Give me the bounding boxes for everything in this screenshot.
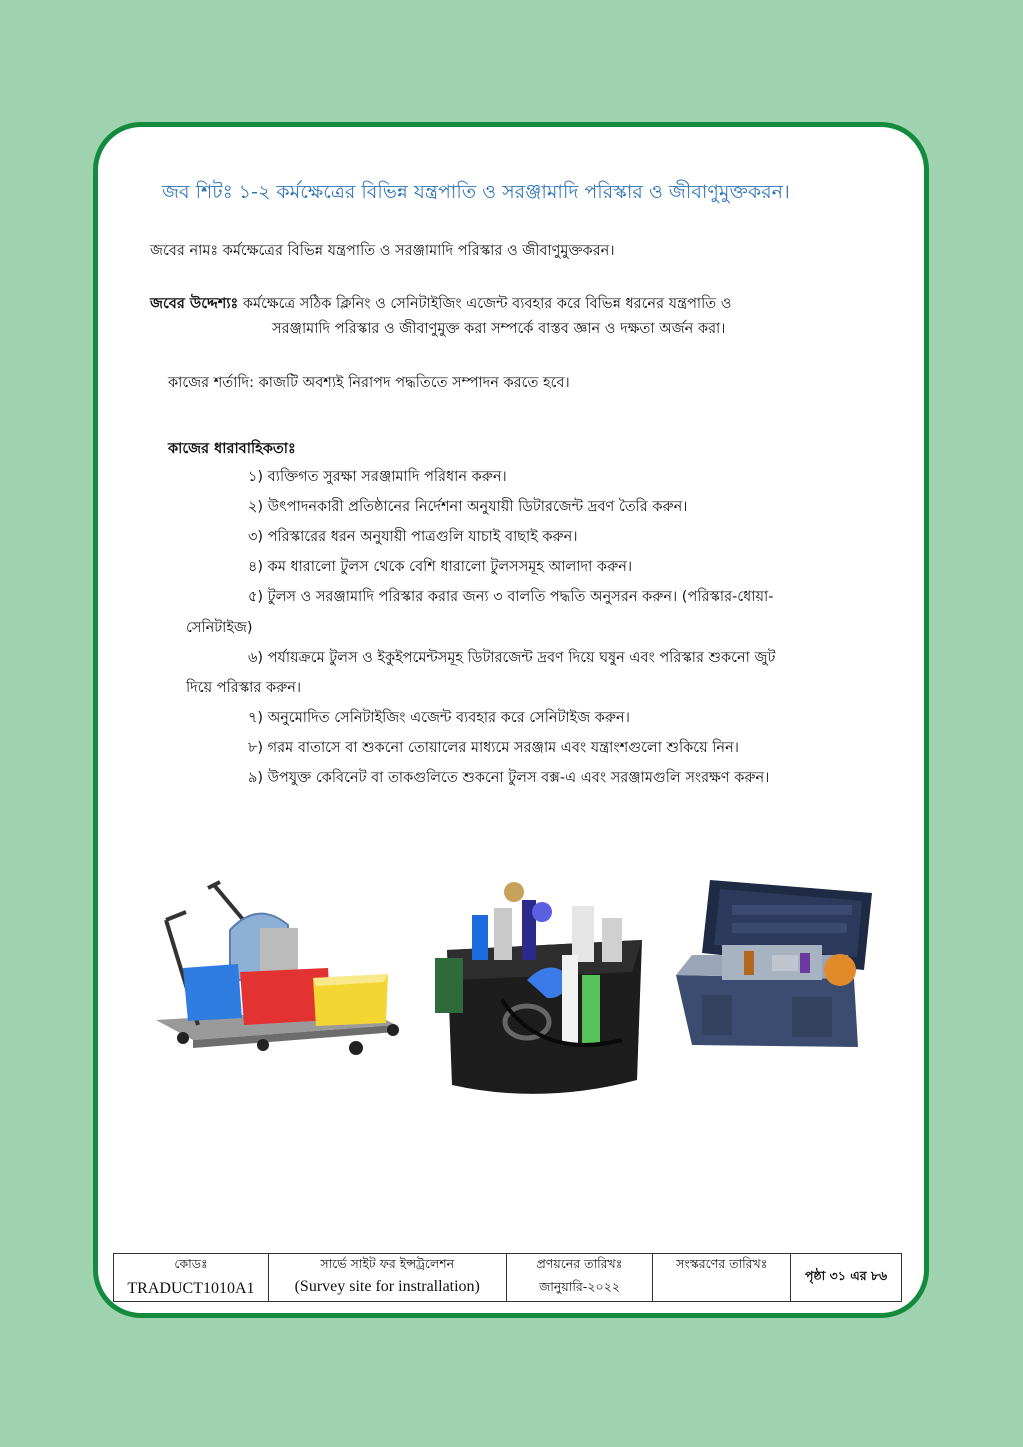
step-2: ২) উৎপাদনকারী প্রতিষ্ঠানের নির্দেশনা অনুযায়ী ডিটারজেন্ট দ্রবণ তৈরি করুন। <box>248 499 688 515</box>
footer-prep-label: প্রণয়নের তারিখঃ <box>536 1256 623 1271</box>
footer-course-cell <box>268 1254 506 1302</box>
sequence-heading: কাজের ধারাবাহিকতাঃ <box>168 441 296 457</box>
footer-course-bn: সার্ভে সাইট ফর ইন্সট্রলেশন <box>320 1256 455 1271</box>
footer-code-value: TRADUCT1010A1 <box>127 1280 255 1297</box>
job-name: জবের নামঃ কর্মক্ষেত্রের বিভিন্ন যন্ত্রপাতি ও সরঞ্জামাদি পরিস্কার ও জীবাণুমুক্তকরন। <box>150 243 615 259</box>
tool-bag-image <box>432 880 657 1102</box>
footer-page-cell <box>791 1254 902 1302</box>
objective-text-1: কর্মক্ষেত্রে সঠিক ক্লিনিং ও সেনিটাইজিং এজেন্ট ব্যবহার করে বিভিন্ন ধরনের যন্ত্রপাতি ও <box>242 296 732 312</box>
footer-code-label: কোডঃ <box>174 1256 208 1271</box>
step-4: ৪) কম ধারালো টুলস থেকে বেশি ধারালো টুলসসমূহ আলাদা করুন। <box>248 559 633 575</box>
tool-box-image <box>672 875 877 1055</box>
mop-bucket-trolley-image <box>148 880 403 1065</box>
footer-revision-cell <box>653 1254 791 1302</box>
work-conditions: কাজের শর্তাদি: কাজটি অবশ্যই নিরাপদ পদ্ধতিতে সম্পাদন করতে হবে। <box>168 375 570 391</box>
footer-prep-value: জানুয়ারি-২০২২ <box>539 1279 620 1294</box>
step-5-line-2: সেনিটাইজ) <box>186 620 253 636</box>
step-3: ৩) পরিস্কারের ধরন অনুযায়ী পাত্রগুলি যাচাই বাছাই করুন। <box>248 529 578 545</box>
footer-table <box>113 1253 902 1302</box>
step-6-line-2: দিয়ে পরিস্কার করুন। <box>186 680 302 696</box>
footer-course-en: (Survey site for instrallation) <box>294 1278 480 1295</box>
step-1: ১) ব্যক্তিগত সুরক্ষা সরঞ্জামাদি পরিধান করুন। <box>248 469 507 485</box>
footer-page-number: পৃষ্ঠা ৩১ এর ৮৬ <box>805 1267 888 1283</box>
step-5-line-1: ৫) টুলস ও সরঞ্জামাদি পরিস্কার করার জন্য ৩ বালতি পদ্ধতি অনুসরন করুন। (পরিস্কার-ধোয়া- <box>248 589 774 605</box>
objective-line-2: সরঞ্জামাদি পরিস্কার ও জীবাণুমুক্ত করা সম্পর্কে বাস্তব জ্ঞান ও দক্ষতা অর্জন করা। <box>272 321 726 337</box>
objective-line-1 <box>150 293 731 317</box>
step-9: ৯) উপযুক্ত কেবিনেট বা তাকগুলিতে শুকনো টুলস বক্স-এ এবং সরঞ্জামগুলি সংরক্ষণ করুন। <box>248 770 770 786</box>
step-6-line-1: ৬) পর্যায়ক্রমে টুলস ও ইকুইপমেন্টসমূহ ডিটারজেন্ট দ্রবণ দিয়ে ঘষুন এবং পরিস্কার শুকনো জুট <box>248 650 776 666</box>
step-7: ৭) অনুমোদিত সেনিটাইজিং এজেন্ট ব্যবহার করে সেনিটাইজ করুন। <box>248 710 630 726</box>
objective-label: জবের উদ্দেশ্যঃ <box>150 296 239 312</box>
footer-code-cell <box>114 1254 269 1302</box>
footer-prep-cell <box>506 1254 653 1302</box>
job-sheet-title: জব শিটঃ ১-২ কর্মক্ষেত্রের বিভিন্ন যন্ত্রপাতি ও সরঞ্জামাদি পরিস্কার ও জীবাণুমুক্তকরন। <box>162 181 790 203</box>
step-8: ৮) গরম বাতাসে বা শুকনো তোয়ালের মাধ্যমে সরঞ্জাম এবং যন্ত্রাংশগুলো শুকিয়ে নিন। <box>248 740 739 756</box>
footer-revision-label: সংস্করণের তারিখঃ <box>676 1256 768 1271</box>
